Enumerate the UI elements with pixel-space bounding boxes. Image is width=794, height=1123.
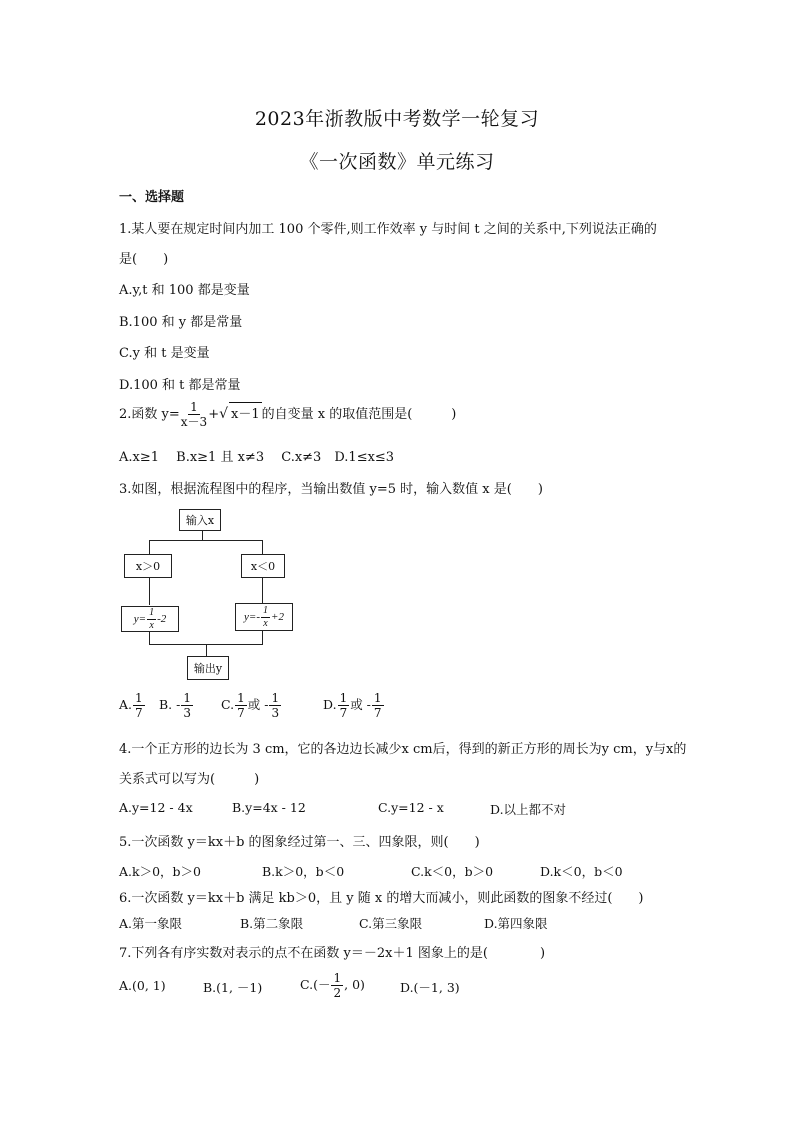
q3-d-label: D. bbox=[323, 697, 337, 712]
q3-c-fraction2 bbox=[269, 692, 281, 719]
flow-right-den: x bbox=[263, 617, 268, 629]
q7-option-b: B.(1, －1) bbox=[203, 980, 263, 995]
q3-option-d bbox=[323, 692, 385, 719]
q4-stem-line1: 4.一个正方形的边长为 3 cm，它的各边边长减少x cm后，得到的新正方形的周长为y cm，y与x的 bbox=[119, 742, 687, 757]
q7-c-den: 2 bbox=[333, 986, 342, 1000]
q7-option-a: A.(0, 1) bbox=[119, 978, 166, 993]
flow-line bbox=[149, 540, 150, 554]
flow-line bbox=[202, 530, 203, 540]
q2-frac-num: 1 bbox=[190, 400, 198, 414]
q3-c-den2: 3 bbox=[271, 706, 280, 720]
flow-line bbox=[262, 540, 263, 554]
q6-stem: 6.一次函数 y＝kx＋b 满足 kb＞0，且 y 随 x 的增大而减小，则此函数的图象不经过( ) bbox=[119, 891, 644, 906]
q3-b-label: B. - bbox=[159, 697, 181, 712]
q3-a-label: A. bbox=[119, 697, 133, 712]
q5-option-b: B.k＞0，b＜0 bbox=[262, 864, 345, 879]
q4-option-c: C.y=12 - x bbox=[378, 800, 444, 815]
q1-option-c: C.y 和 t 是变量 bbox=[119, 346, 210, 361]
q7-option-d: D.(－1, 3) bbox=[400, 980, 460, 995]
q3-d-fraction1 bbox=[338, 692, 350, 719]
flow-left-den: x bbox=[149, 619, 154, 631]
q5-option-d: D.k＜0，b＜0 bbox=[540, 864, 623, 879]
q4-option-b: B.y=4x - 12 bbox=[232, 800, 306, 815]
q1-option-b: B.100 和 y 都是常量 bbox=[119, 315, 243, 330]
q3-a-num: 1 bbox=[135, 691, 143, 705]
flow-cond-left-label: x＞0 bbox=[135, 560, 161, 573]
q6-option-c: C.第三象限 bbox=[359, 916, 423, 931]
q3-a-fraction bbox=[133, 692, 145, 719]
flowchart bbox=[119, 505, 309, 685]
q3-c-fraction1 bbox=[235, 692, 247, 719]
flow-line bbox=[262, 577, 263, 603]
q3-d-mid: 或 - bbox=[350, 697, 371, 712]
q7-c-num: 1 bbox=[333, 971, 342, 985]
q3-b-num: 1 bbox=[183, 691, 191, 705]
q3-option-a bbox=[119, 692, 146, 719]
q5-option-a: A.k＞0，b＞0 bbox=[119, 864, 201, 879]
flow-cond-right-label: x＜0 bbox=[250, 560, 276, 573]
document-subtitle: 《一次函数》单元练习 bbox=[299, 151, 495, 173]
q2-frac-den: x－3 bbox=[180, 415, 208, 429]
flow-right-fraction bbox=[261, 606, 270, 629]
flow-condition-right bbox=[241, 554, 285, 578]
section-heading: 一、选择题 bbox=[119, 190, 185, 205]
q2-prefix: 2.函数 y= bbox=[119, 407, 180, 422]
flow-formula-right bbox=[235, 603, 293, 631]
flow-output-box bbox=[187, 656, 229, 680]
document-title: 2023年浙教版中考数学一轮复习 bbox=[254, 108, 540, 130]
q1-stem-line1: 1.某人要在规定时间内加工 100 个零件,则工作效率 y 与时间 t 之间的关系中,下列说法正确的 bbox=[119, 222, 657, 237]
q7-option-c bbox=[300, 972, 365, 999]
q5-option-c: C.k＜0，b＞0 bbox=[411, 864, 494, 879]
q1-option-a: A.y,t 和 100 都是变量 bbox=[119, 283, 250, 298]
flow-left-suffix: -2 bbox=[157, 613, 167, 625]
q2-options: A.x≥1 B.x≥1 且 x≠3 C.x≠3 D.1≤x≤3 bbox=[119, 450, 395, 465]
q2-suffix: 的自变量 x 的取值范围是( ) bbox=[261, 407, 457, 422]
q2-stem bbox=[119, 401, 456, 428]
q4-stem-line2: 关系式可以写为( ) bbox=[119, 772, 260, 787]
flow-output-label: 输出y bbox=[193, 662, 223, 675]
flow-line bbox=[206, 644, 207, 656]
q3-c-label: C. bbox=[221, 697, 235, 712]
sqrt-icon: √ bbox=[219, 406, 229, 422]
q3-d-num1: 1 bbox=[339, 691, 348, 705]
q3-b-fraction bbox=[181, 692, 193, 719]
q6-option-d: D.第四象限 bbox=[484, 916, 548, 931]
q3-d-den1: 7 bbox=[339, 706, 348, 720]
flow-condition-left bbox=[124, 554, 172, 578]
q2-plus: + bbox=[208, 407, 220, 422]
q3-c-den1: 7 bbox=[237, 706, 245, 720]
q1-option-d: D.100 和 t 都是常量 bbox=[119, 378, 241, 393]
flow-input-label: 输入x bbox=[185, 514, 215, 527]
flow-right-num: 1 bbox=[263, 604, 269, 616]
q6-option-b: B.第二象限 bbox=[240, 916, 304, 931]
q7-c-fraction bbox=[331, 972, 343, 999]
q7-stem: 7.下列各有序实数对表示的点不在函数 y＝－2x＋1 图象上的是( ) bbox=[119, 946, 546, 961]
q4-option-d: D.以上都不对 bbox=[490, 802, 567, 817]
q6-option-a: A.第一象限 bbox=[119, 916, 183, 931]
q2-fraction bbox=[181, 401, 207, 428]
q5-stem: 5.一次函数 y＝kx＋b 的图象经过第一、三、四象限，则( ) bbox=[119, 835, 480, 850]
flow-line bbox=[149, 540, 263, 541]
flow-left-fraction bbox=[147, 608, 156, 631]
q3-d-fraction2 bbox=[372, 692, 384, 719]
q2-sqrt-body: x－1 bbox=[229, 402, 262, 422]
flow-left-prefix: y= bbox=[133, 613, 147, 625]
flow-formula-left bbox=[121, 606, 179, 632]
flow-left-num: 1 bbox=[149, 606, 155, 618]
q7-c-suffix: , 0) bbox=[344, 977, 365, 992]
flow-right-suffix: +2 bbox=[271, 611, 284, 623]
flow-line bbox=[149, 631, 150, 644]
q1-stem-line2: 是( ) bbox=[119, 252, 169, 267]
flow-line bbox=[149, 577, 150, 605]
flow-line bbox=[262, 631, 263, 644]
q3-c-mid: 或 - bbox=[247, 697, 269, 712]
flow-right-prefix: y=- bbox=[244, 611, 261, 623]
q4-option-a: A.y=12 - 4x bbox=[119, 800, 193, 815]
q3-c-num2: 1 bbox=[271, 691, 280, 705]
q3-a-den: 7 bbox=[135, 706, 143, 720]
q3-option-c bbox=[221, 692, 282, 719]
q3-option-b bbox=[159, 692, 194, 719]
q3-d-den2: 7 bbox=[373, 706, 382, 720]
q3-stem: 3.如图，根据流程图中的程序，当输出数值 y=5 时，输入数值 x 是( ) bbox=[119, 482, 543, 497]
q7-c-prefix: C.(－ bbox=[300, 977, 331, 992]
q3-c-num1: 1 bbox=[237, 691, 245, 705]
flow-input-box bbox=[179, 509, 221, 531]
q3-b-den: 3 bbox=[183, 706, 191, 720]
q3-d-num2: 1 bbox=[373, 691, 382, 705]
